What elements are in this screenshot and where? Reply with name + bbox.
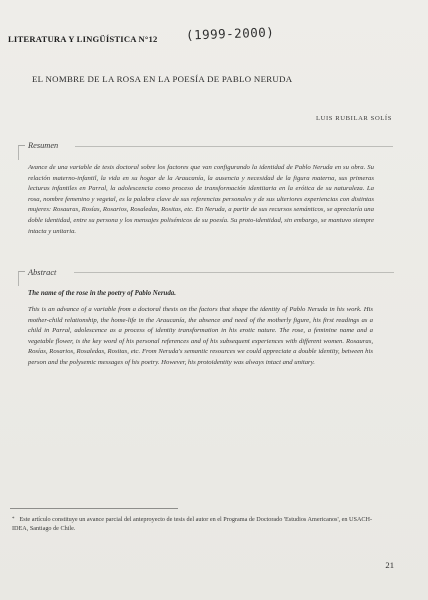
resumen-frame: [18, 145, 25, 160]
footnote-text: Este artículo constituye un avance parcial del anteproyecto de tesis del autor en el Programa de Doctorado 'Estudios Americanos', en USACH-IDEA, Santiago de Chile.: [12, 516, 373, 533]
footnote-marker: *: [12, 517, 15, 522]
footnote: [12, 515, 374, 534]
abstract-frame: [18, 271, 25, 286]
article-title: EL NOMBRE DE LA ROSA EN LA POESÍA DE PABLO NERUDA: [32, 74, 293, 84]
handwritten-year-note: (1999-2000): [185, 24, 275, 43]
footnote-divider: [10, 508, 178, 509]
abstract-divider: [74, 272, 394, 273]
abstract-heading: Abstract: [28, 268, 57, 277]
abstract-title: The name of the rose in the poetry of Pablo Neruda.: [28, 290, 176, 297]
running-head: LITERATURA Y LINGÜÍSTICA N°12: [8, 34, 158, 44]
author-name: LUIS RUBILAR SOLÍS: [315, 115, 392, 122]
resumen-text: Avance de una variable de tesis doctoral sobre los factores que van configurando la identidad de Pablo Neruda en su obra. Su relación materno-infantil, la vida en su hogar de la Araucanía, la ausencia y necesidad de la figura materna, sus primeras lecturas infantiles en Parral, la adolescencia como proceso de transformación identitaria en la erótica de su naturaleza. La rosa, nombre femenino y vegetal, es la palabra clave de sus referencias personales y de sus ulteriores experiencias con distintas mujeres: Rosauras, Rosías, Rosarios, Rosaledas, Rositas, etc. En Neruda, a partir de sus recursos semánticos, se apreciaría una doble identidad, entre su persona y los mensajes polisémicos de su poesía. Su proto-identidad, sin embargo, se mantuvo siempre intacta y unitaria.: [28, 164, 374, 235]
resumen-divider: [75, 146, 393, 147]
resumen-heading: Resumen: [28, 141, 59, 150]
page-number: 21: [385, 560, 394, 570]
abstract-text: This is an advance of a variable from a doctoral thesis on the factors that shape the identity of Pablo Neruda in his work. His mother-child relationship, the home-life in the Araucanía, the absence and need of the motherly figure, his first readings as a child in Parral, adolescence as a process of identity transformation in his erotic nature. The rose, a feminine name and a vegetable flower, is the key word of his personal references and of his subsequent experiences with different women. Rosauras, Rosías, Rosarios, Rosaledas, Rositas, etc. From Neruda's semantic resources we could appreciate a double identity, between his person and the polysemic messages of his poetry. However, his protoidentity was always intact and unitary.: [28, 306, 373, 366]
